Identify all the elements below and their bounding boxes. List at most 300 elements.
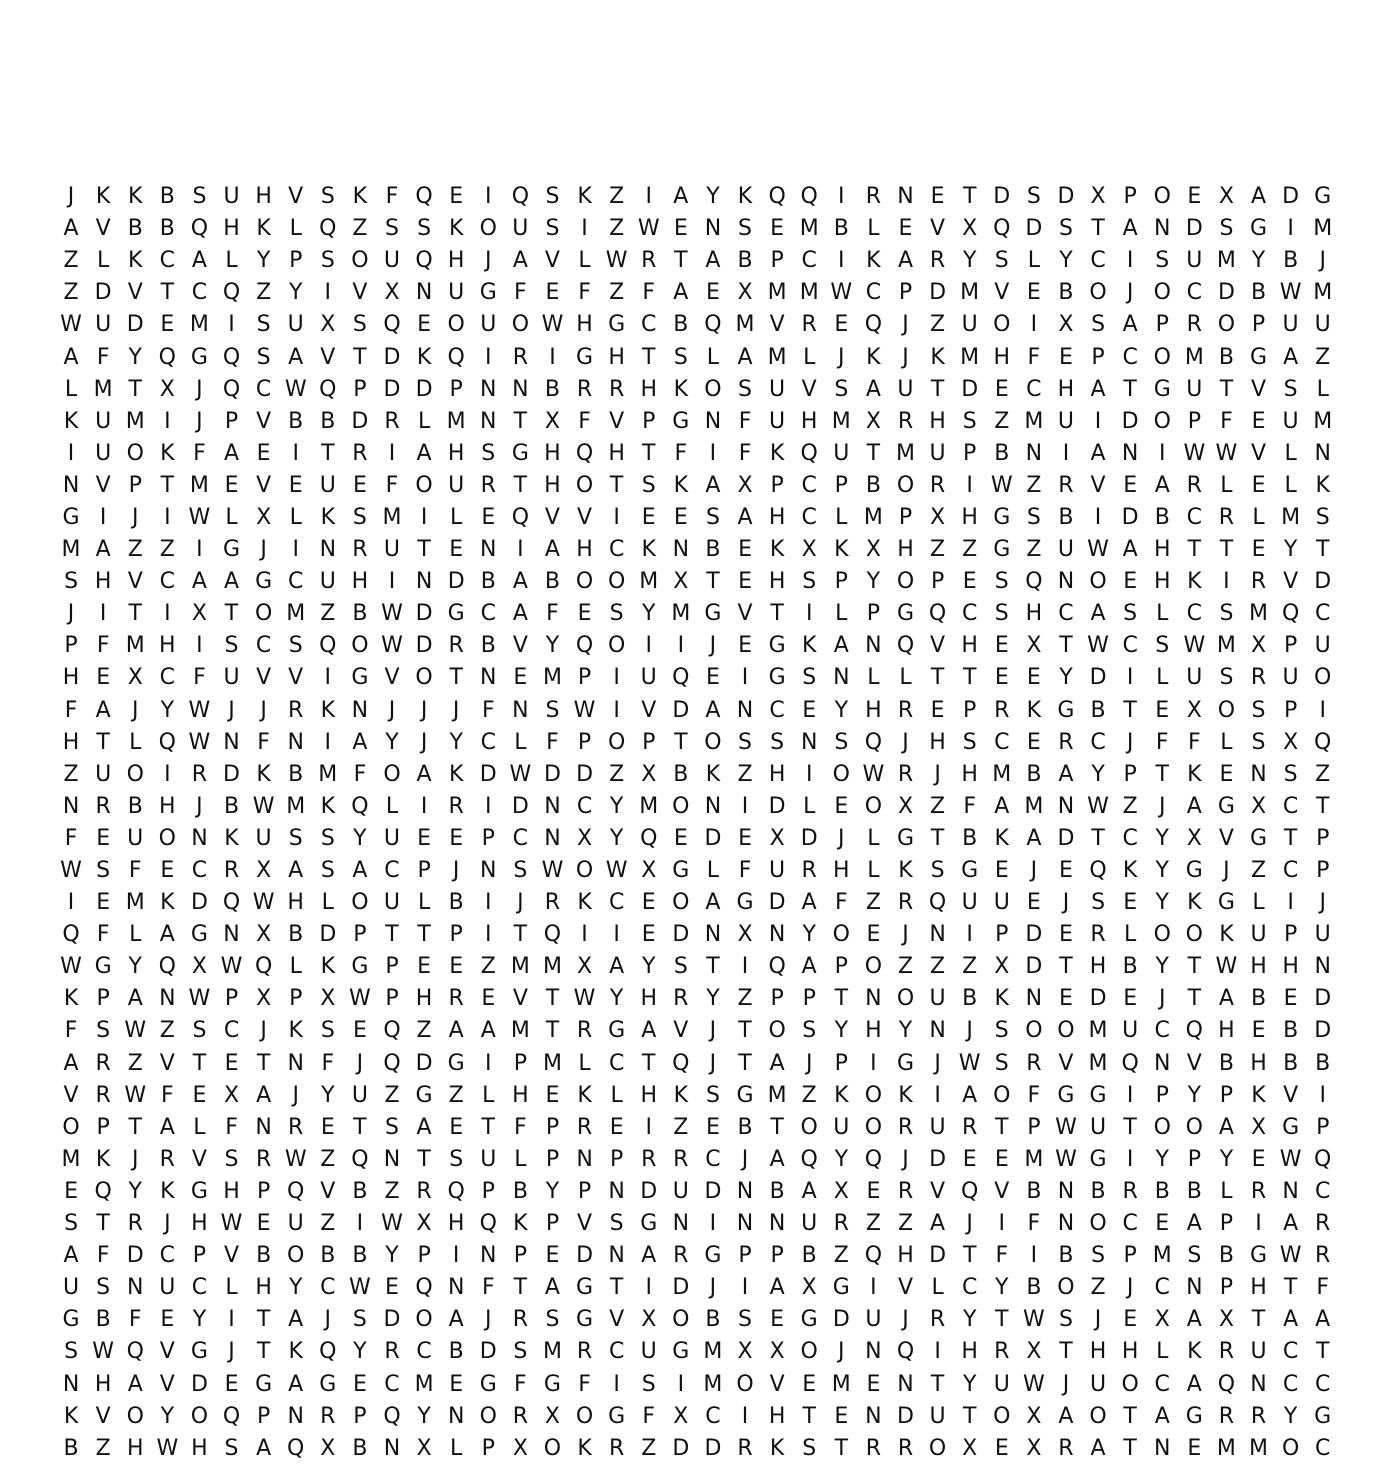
letter-cell[interactable]: I <box>164 761 171 787</box>
letter-cell[interactable]: I <box>613 697 620 723</box>
letter-cell[interactable]: I <box>452 1243 460 1269</box>
letter-cell[interactable]: P <box>353 1403 367 1429</box>
letter-cell[interactable]: I <box>966 472 973 498</box>
letter-cell[interactable]: V <box>673 1018 689 1044</box>
letter-cell[interactable]: Z <box>1315 344 1331 370</box>
letter-cell[interactable]: M <box>1216 1435 1236 1461</box>
letter-cell[interactable]: S <box>994 1018 1009 1044</box>
letter-cell[interactable]: A <box>641 1018 657 1044</box>
letter-cell[interactable]: F <box>1027 1082 1041 1108</box>
letter-cell[interactable]: V <box>384 665 400 691</box>
letter-cell[interactable]: R <box>448 633 464 659</box>
letter-cell[interactable]: Y <box>1059 248 1073 274</box>
letter-cell[interactable]: G <box>1217 793 1235 819</box>
letter-cell[interactable]: F <box>225 1114 238 1140</box>
letter-cell[interactable]: P <box>417 858 431 884</box>
letter-cell[interactable]: P <box>224 408 239 434</box>
letter-cell[interactable]: V <box>512 633 528 659</box>
letter-cell[interactable]: K <box>1187 890 1202 916</box>
letter-cell[interactable]: J <box>966 1211 973 1237</box>
letter-cell[interactable]: P <box>995 922 1009 948</box>
letter-cell[interactable]: X <box>769 825 785 851</box>
letter-cell[interactable]: N <box>833 665 850 691</box>
letter-cell[interactable]: S <box>288 633 303 659</box>
letter-cell[interactable]: K <box>641 537 656 563</box>
letter-cell[interactable]: E <box>802 1371 817 1397</box>
letter-cell[interactable]: M <box>1249 601 1268 627</box>
letter-cell[interactable]: N <box>704 793 722 819</box>
letter-cell[interactable]: O <box>1185 1114 1203 1140</box>
letter-cell[interactable]: O <box>1057 1018 1075 1044</box>
letter-cell[interactable]: U <box>1314 922 1331 948</box>
letter-cell[interactable]: H <box>961 633 978 659</box>
letter-cell[interactable]: O <box>864 1082 883 1108</box>
letter-cell[interactable]: R <box>929 1307 946 1333</box>
letter-cell[interactable]: V <box>352 280 368 306</box>
letter-cell[interactable]: H <box>1250 1275 1267 1301</box>
letter-cell[interactable]: S <box>738 376 752 402</box>
letter-cell[interactable]: H <box>640 986 657 1012</box>
letter-cell[interactable]: E <box>962 569 977 595</box>
letter-cell[interactable]: H <box>544 440 561 466</box>
letter-cell[interactable]: W <box>252 890 275 916</box>
letter-cell[interactable]: G <box>479 1371 497 1397</box>
letter-cell[interactable]: F <box>578 1371 591 1397</box>
letter-cell[interactable]: Z <box>930 793 946 819</box>
letter-cell[interactable]: Q <box>222 890 241 916</box>
letter-cell[interactable]: B <box>288 761 304 787</box>
letter-cell[interactable]: Q <box>896 1339 915 1365</box>
letter-cell[interactable]: Q <box>1025 569 1043 595</box>
letter-cell[interactable]: X <box>801 537 817 563</box>
letter-cell[interactable]: T <box>834 986 849 1012</box>
letter-cell[interactable]: C <box>191 1275 208 1301</box>
letter-cell[interactable]: O <box>1314 665 1332 691</box>
letter-cell[interactable]: Z <box>448 1082 464 1108</box>
letter-cell[interactable]: J <box>485 1307 492 1333</box>
letter-cell[interactable]: J <box>902 1146 909 1172</box>
letter-cell[interactable]: N <box>127 1275 144 1301</box>
letter-cell[interactable]: I <box>645 633 652 659</box>
letter-cell[interactable]: W <box>188 697 211 723</box>
letter-cell[interactable]: V <box>95 1403 111 1429</box>
letter-cell[interactable]: O <box>479 1403 497 1429</box>
letter-cell[interactable]: U <box>672 1178 689 1204</box>
letter-cell[interactable]: U <box>929 1403 946 1429</box>
letter-cell[interactable]: C <box>255 376 272 402</box>
letter-cell[interactable]: P <box>577 665 592 691</box>
letter-cell[interactable]: H <box>640 1082 657 1108</box>
letter-cell[interactable]: T <box>674 248 688 274</box>
letter-cell[interactable]: R <box>448 793 464 819</box>
letter-cell[interactable]: O <box>607 569 626 595</box>
letter-cell[interactable]: O <box>287 1243 305 1269</box>
letter-cell[interactable]: A <box>930 1211 946 1237</box>
letter-cell[interactable]: I <box>613 922 620 948</box>
letter-cell[interactable]: X <box>641 858 657 884</box>
letter-cell[interactable]: A <box>95 697 111 723</box>
letter-cell[interactable]: M <box>542 954 562 980</box>
letter-cell[interactable]: I <box>1094 408 1102 434</box>
letter-cell[interactable]: G <box>1057 697 1075 723</box>
letter-cell[interactable]: R <box>1250 1178 1267 1204</box>
letter-cell[interactable]: X <box>416 1211 432 1237</box>
letter-cell[interactable]: Z <box>833 1243 849 1269</box>
letter-cell[interactable]: Y <box>706 184 720 210</box>
letter-cell[interactable]: H <box>1282 954 1299 980</box>
letter-cell[interactable]: E <box>160 1307 175 1333</box>
letter-cell[interactable]: M <box>1313 280 1333 306</box>
letter-cell[interactable]: O <box>575 569 594 595</box>
letter-cell[interactable]: I <box>228 1307 235 1333</box>
letter-cell[interactable]: J <box>1319 248 1326 274</box>
letter-cell[interactable]: R <box>1186 472 1202 498</box>
letter-cell[interactable]: Q <box>287 1435 305 1461</box>
letter-cell[interactable]: H <box>961 504 978 530</box>
letter-cell[interactable]: R <box>608 376 625 402</box>
letter-cell[interactable]: P <box>481 825 495 851</box>
letter-cell[interactable]: S <box>481 440 496 466</box>
letter-cell[interactable]: D <box>1025 954 1043 980</box>
letter-cell[interactable]: B <box>673 761 689 787</box>
letter-cell[interactable]: V <box>994 280 1010 306</box>
letter-cell[interactable]: Y <box>288 1275 303 1301</box>
letter-cell[interactable]: O <box>1185 922 1203 948</box>
letter-cell[interactable]: J <box>709 633 717 659</box>
letter-cell[interactable]: Y <box>545 633 560 659</box>
letter-cell[interactable]: M <box>831 1371 851 1397</box>
letter-cell[interactable]: K <box>1122 858 1138 884</box>
letter-cell[interactable]: Y <box>706 986 720 1012</box>
letter-cell[interactable]: M <box>286 601 306 627</box>
letter-cell[interactable]: O <box>704 376 722 402</box>
letter-cell[interactable]: K <box>898 1082 913 1108</box>
letter-cell[interactable]: I <box>741 1275 749 1301</box>
letter-cell[interactable]: E <box>705 665 720 691</box>
letter-cell[interactable]: Q <box>928 890 947 916</box>
letter-cell[interactable]: R <box>1218 1403 1235 1429</box>
letter-cell[interactable]: D <box>383 344 401 370</box>
letter-cell[interactable]: G <box>319 1371 337 1397</box>
letter-cell[interactable]: J <box>228 697 235 723</box>
letter-cell[interactable]: Z <box>384 1082 400 1108</box>
letter-cell[interactable]: T <box>1059 1339 1073 1365</box>
letter-cell[interactable]: B <box>1154 504 1170 530</box>
letter-cell[interactable]: L <box>321 890 334 916</box>
letter-cell[interactable]: M <box>863 504 883 530</box>
letter-cell[interactable]: O <box>896 569 915 595</box>
letter-cell[interactable]: T <box>1251 1307 1266 1333</box>
letter-cell[interactable]: L <box>867 825 880 851</box>
letter-cell[interactable]: V <box>159 1339 175 1365</box>
letter-cell[interactable]: J <box>1126 1275 1134 1301</box>
letter-cell[interactable]: M <box>1281 504 1301 530</box>
letter-cell[interactable]: G <box>1153 376 1171 402</box>
letter-cell[interactable]: D <box>415 376 433 402</box>
letter-cell[interactable]: H <box>768 569 786 595</box>
letter-cell[interactable]: Y <box>449 729 463 755</box>
letter-cell[interactable]: U <box>255 825 272 851</box>
letter-cell[interactable]: M <box>703 1339 723 1365</box>
letter-cell[interactable]: G <box>447 601 465 627</box>
letter-cell[interactable]: X <box>833 1178 849 1204</box>
letter-cell[interactable]: N <box>1057 1178 1075 1204</box>
letter-cell[interactable]: C <box>608 1339 625 1365</box>
letter-cell[interactable]: X <box>994 954 1010 980</box>
letter-cell[interactable]: Z <box>1026 472 1042 498</box>
letter-cell[interactable]: K <box>95 1146 111 1172</box>
letter-cell[interactable]: K <box>160 890 175 916</box>
letter-cell[interactable]: O <box>1153 922 1171 948</box>
letter-cell[interactable]: M <box>767 280 787 306</box>
letter-cell[interactable]: H <box>447 440 465 466</box>
letter-cell[interactable]: O <box>672 793 690 819</box>
letter-cell[interactable]: A <box>256 1082 272 1108</box>
letter-cell[interactable]: W <box>637 216 660 242</box>
letter-cell[interactable]: L <box>835 504 848 530</box>
letter-cell[interactable]: B <box>801 1243 817 1269</box>
letter-cell[interactable]: M <box>799 280 819 306</box>
letter-cell[interactable]: S <box>320 248 335 274</box>
letter-cell[interactable]: F <box>193 440 206 466</box>
letter-cell[interactable]: J <box>196 408 203 434</box>
letter-cell[interactable]: X <box>1186 697 1202 723</box>
letter-cell[interactable]: P <box>96 986 110 1012</box>
letter-cell[interactable]: E <box>1283 986 1298 1012</box>
letter-cell[interactable]: A <box>673 280 689 306</box>
letter-cell[interactable]: N <box>704 408 722 434</box>
letter-cell[interactable]: C <box>769 697 785 723</box>
letter-cell[interactable]: S <box>545 184 560 210</box>
letter-cell[interactable]: S <box>224 1146 239 1172</box>
letter-cell[interactable]: I <box>870 1275 877 1301</box>
letter-cell[interactable]: K <box>1187 761 1202 787</box>
letter-cell[interactable]: Q <box>158 954 176 980</box>
letter-cell[interactable]: I <box>645 1275 652 1301</box>
letter-cell[interactable]: N <box>191 825 208 851</box>
letter-cell[interactable]: U <box>223 184 240 210</box>
letter-cell[interactable]: Y <box>962 1307 977 1333</box>
letter-cell[interactable]: F <box>578 280 591 306</box>
letter-cell[interactable]: G <box>351 954 369 980</box>
letter-cell[interactable]: N <box>1057 569 1075 595</box>
letter-cell[interactable]: D <box>126 1243 144 1269</box>
letter-cell[interactable]: N <box>544 825 561 851</box>
letter-cell[interactable]: W <box>284 376 307 402</box>
letter-cell[interactable]: U <box>1122 1018 1139 1044</box>
letter-cell[interactable]: B <box>512 1178 528 1204</box>
letter-cell[interactable]: G <box>479 280 497 306</box>
letter-cell[interactable]: P <box>1027 1114 1041 1140</box>
letter-cell[interactable]: R <box>1315 1243 1331 1269</box>
letter-cell[interactable]: Y <box>642 954 656 980</box>
letter-cell[interactable]: M <box>767 344 787 370</box>
letter-cell[interactable]: C <box>1154 1275 1170 1301</box>
letter-cell[interactable]: V <box>95 472 111 498</box>
letter-cell[interactable]: S <box>1219 601 1234 627</box>
letter-cell[interactable]: J <box>838 1339 845 1365</box>
letter-cell[interactable]: N <box>865 1403 882 1429</box>
letter-cell[interactable]: W <box>220 954 243 980</box>
letter-cell[interactable]: W <box>381 1211 403 1237</box>
letter-cell[interactable]: S <box>834 376 849 402</box>
letter-cell[interactable]: K <box>513 1211 528 1237</box>
letter-cell[interactable]: E <box>930 184 945 210</box>
letter-cell[interactable]: N <box>800 729 818 755</box>
letter-cell[interactable]: B <box>320 1243 336 1269</box>
letter-cell[interactable]: A <box>801 954 817 980</box>
letter-cell[interactable]: C <box>994 729 1010 755</box>
letter-cell[interactable]: B <box>223 793 240 819</box>
letter-cell[interactable]: J <box>838 825 845 851</box>
letter-cell[interactable]: S <box>1058 1307 1073 1333</box>
letter-cell[interactable]: F <box>642 280 656 306</box>
letter-cell[interactable]: J <box>1319 890 1326 916</box>
letter-cell[interactable]: S <box>1283 761 1298 787</box>
letter-cell[interactable]: T <box>1187 954 1202 980</box>
letter-cell[interactable]: S <box>545 1307 560 1333</box>
letter-cell[interactable]: O <box>768 1018 786 1044</box>
letter-cell[interactable]: E <box>1123 569 1138 595</box>
letter-cell[interactable]: B <box>480 633 496 659</box>
letter-cell[interactable]: M <box>510 1018 530 1044</box>
letter-cell[interactable]: Z <box>127 537 143 563</box>
letter-cell[interactable]: S <box>96 858 111 884</box>
letter-cell[interactable]: H <box>1250 1050 1267 1076</box>
letter-cell[interactable]: A <box>1218 986 1234 1012</box>
letter-cell[interactable]: J <box>485 248 492 274</box>
letter-cell[interactable]: I <box>677 1371 685 1397</box>
letter-cell[interactable]: R <box>608 1435 625 1461</box>
letter-cell[interactable]: Y <box>353 825 367 851</box>
letter-cell[interactable]: G <box>190 1178 208 1204</box>
letter-cell[interactable]: B <box>127 216 143 242</box>
letter-cell[interactable]: X <box>641 1307 657 1333</box>
letter-cell[interactable]: W <box>284 1146 307 1172</box>
letter-cell[interactable]: X <box>1026 633 1042 659</box>
letter-cell[interactable]: D <box>704 1178 722 1204</box>
letter-cell[interactable]: Z <box>256 280 272 306</box>
letter-cell[interactable]: Q <box>864 1146 883 1172</box>
letter-cell[interactable]: S <box>64 569 79 595</box>
letter-cell[interactable]: W <box>1055 1146 1077 1172</box>
letter-cell[interactable]: Q <box>222 1403 241 1429</box>
letter-cell[interactable]: P <box>1155 312 1169 338</box>
letter-cell[interactable]: A <box>95 537 111 563</box>
letter-cell[interactable]: O <box>1121 1371 1139 1397</box>
letter-cell[interactable]: X <box>577 825 593 851</box>
letter-cell[interactable]: P <box>963 697 977 723</box>
letter-cell[interactable]: Q <box>1089 858 1107 884</box>
letter-cell[interactable]: Y <box>1251 248 1266 274</box>
letter-cell[interactable]: I <box>420 793 428 819</box>
letter-cell[interactable]: T <box>513 408 528 434</box>
letter-cell[interactable]: A <box>63 1243 79 1269</box>
letter-cell[interactable]: R <box>320 1403 336 1429</box>
letter-cell[interactable]: E <box>1059 922 1073 948</box>
letter-cell[interactable]: K <box>866 344 881 370</box>
letter-cell[interactable]: P <box>96 1114 110 1140</box>
letter-cell[interactable]: F <box>385 472 399 498</box>
letter-cell[interactable]: Z <box>416 1018 432 1044</box>
letter-cell[interactable]: A <box>63 1050 79 1076</box>
letter-cell[interactable]: C <box>608 890 625 916</box>
letter-cell[interactable]: S <box>1315 504 1330 530</box>
letter-cell[interactable]: O <box>1153 184 1171 210</box>
letter-cell[interactable]: L <box>129 922 142 948</box>
letter-cell[interactable]: V <box>256 472 272 498</box>
letter-cell[interactable]: J <box>934 761 941 787</box>
letter-cell[interactable]: E <box>224 1371 239 1397</box>
letter-cell[interactable]: Q <box>222 280 241 306</box>
letter-cell[interactable]: E <box>1155 1211 1170 1237</box>
letter-cell[interactable]: H <box>768 1403 786 1429</box>
letter-cell[interactable]: P <box>1219 1082 1234 1108</box>
letter-cell[interactable]: L <box>514 1146 527 1172</box>
letter-cell[interactable]: P <box>1123 761 1137 787</box>
letter-cell[interactable]: E <box>1026 665 1041 691</box>
letter-cell[interactable]: S <box>1251 697 1266 723</box>
letter-cell[interactable]: R <box>929 248 946 274</box>
letter-cell[interactable]: M <box>1184 344 1204 370</box>
letter-cell[interactable]: E <box>866 1178 881 1204</box>
letter-cell[interactable]: I <box>613 665 620 691</box>
letter-cell[interactable]: D <box>126 312 144 338</box>
letter-cell[interactable]: W <box>220 1211 243 1237</box>
letter-cell[interactable]: R <box>994 1339 1010 1365</box>
letter-cell[interactable]: S <box>320 825 335 851</box>
letter-cell[interactable]: M <box>895 440 915 466</box>
letter-cell[interactable]: S <box>192 184 207 210</box>
letter-cell[interactable]: P <box>642 729 656 755</box>
letter-cell[interactable]: U <box>769 376 786 402</box>
letter-cell[interactable]: N <box>672 1211 690 1237</box>
letter-cell[interactable]: O <box>126 1403 144 1429</box>
letter-cell[interactable]: U <box>769 858 786 884</box>
letter-cell[interactable]: P <box>770 472 784 498</box>
letter-cell[interactable]: N <box>1250 1371 1267 1397</box>
letter-cell[interactable]: O <box>896 472 915 498</box>
letter-cell[interactable]: L <box>867 665 880 691</box>
letter-cell[interactable]: M <box>61 537 81 563</box>
letter-cell[interactable]: J <box>741 1146 749 1172</box>
letter-cell[interactable]: B <box>865 472 881 498</box>
letter-cell[interactable]: M <box>1152 1243 1172 1269</box>
letter-cell[interactable]: X <box>416 1435 432 1461</box>
letter-cell[interactable]: G <box>768 665 786 691</box>
letter-cell[interactable]: J <box>902 922 909 948</box>
letter-cell[interactable]: X <box>930 504 946 530</box>
letter-cell[interactable]: N <box>865 633 882 659</box>
letter-cell[interactable]: X <box>769 1339 785 1365</box>
letter-cell[interactable]: J <box>709 1275 717 1301</box>
letter-cell[interactable]: J <box>196 376 203 402</box>
letter-cell[interactable]: I <box>196 633 203 659</box>
letter-cell[interactable]: Y <box>1187 1082 1202 1108</box>
letter-cell[interactable]: A <box>1186 793 1202 819</box>
letter-cell[interactable]: X <box>127 665 143 691</box>
letter-cell[interactable]: J <box>1126 729 1134 755</box>
letter-cell[interactable]: I <box>485 344 492 370</box>
letter-cell[interactable]: A <box>256 1435 272 1461</box>
letter-cell[interactable]: Y <box>834 697 849 723</box>
letter-cell[interactable]: A <box>223 569 240 595</box>
letter-cell[interactable]: P <box>1283 697 1298 723</box>
letter-cell[interactable]: I <box>324 729 332 755</box>
letter-cell[interactable]: L <box>1220 1178 1233 1204</box>
letter-cell[interactable]: D <box>1282 184 1300 210</box>
letter-cell[interactable]: J <box>709 1018 717 1044</box>
